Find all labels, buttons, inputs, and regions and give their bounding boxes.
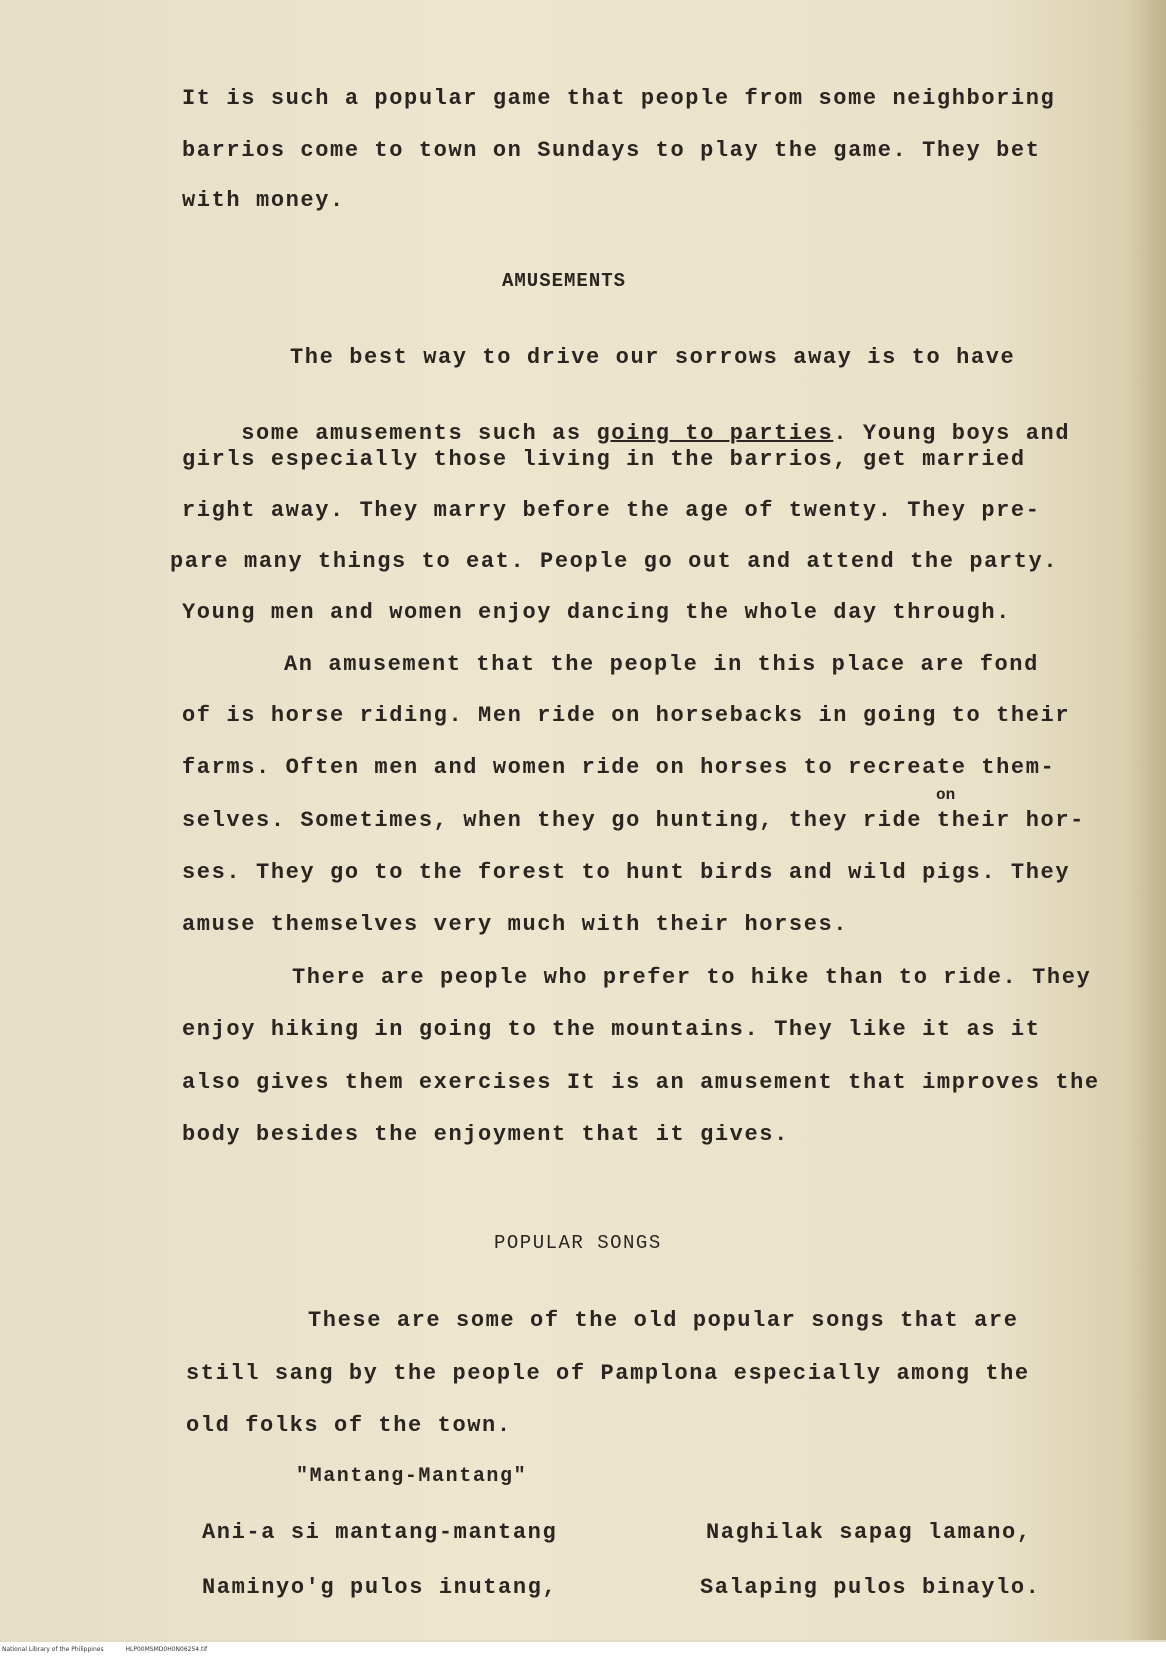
footer-file: HLP00MSMD0H0N06254.tif bbox=[125, 1646, 208, 1653]
verse-left-line-1: Ani-a si mantang-mantang bbox=[202, 1520, 558, 1545]
amusements-p2-line-3: farms. Often men and women ride on horses to recreate them- bbox=[182, 755, 1056, 780]
amusements-p1-line-4: right away. They marry before the age of twenty. They pre- bbox=[182, 498, 1041, 523]
amusements-p1-line-6: Young men and women enjoy dancing the whole day through. bbox=[182, 600, 1011, 625]
amusements-p3-line-1: There are people who prefer to hike than to ride. They bbox=[292, 965, 1092, 990]
handwritten-insert: on bbox=[936, 786, 956, 804]
song-title: "Mantang-Mantang" bbox=[296, 1465, 528, 1488]
amusements-p3-line-3: also gives them exercises It is an amusement that improves the bbox=[182, 1070, 1100, 1095]
amusements-p3-line-2: enjoy hiking in going to the mountains. They like it as it bbox=[182, 1017, 1041, 1042]
page-edge-shadow bbox=[1126, 0, 1166, 1640]
amusements-p1-line-5: pare many things to eat. People go out and attend the party. bbox=[170, 549, 1059, 574]
underlined-phrase: going to parties bbox=[596, 421, 834, 446]
intro-line-3: with money. bbox=[182, 188, 345, 213]
amusements-heading: AMUSEMENTS bbox=[502, 270, 627, 292]
songs-intro-line-2: still sang by the people of Pamplona especially among the bbox=[186, 1361, 1030, 1386]
amusements-p2-line-5: ses. They go to the forest to hunt birds and wild pigs. They bbox=[182, 860, 1071, 885]
intro-line-1: It is such a popular game that people from some neighboring bbox=[182, 86, 1056, 111]
amusements-p1-line-3: girls especially those living in the barrios, get married bbox=[182, 447, 1026, 472]
scan-footer bbox=[0, 1642, 1166, 1658]
verse-right-line-2: Salaping pulos binaylo. bbox=[700, 1575, 1041, 1600]
verse-right-line-1: Naghilak sapag lamano, bbox=[706, 1520, 1032, 1545]
amusements-p3-line-4: body besides the enjoyment that it gives. bbox=[182, 1122, 789, 1147]
songs-intro-line-3: old folks of the town. bbox=[186, 1413, 512, 1438]
amusements-p1-line-1: The best way to drive our sorrows away is to have bbox=[290, 345, 1016, 370]
p1-line2-after: . Young boys and bbox=[833, 421, 1071, 446]
songs-intro-line-1: These are some of the old popular songs that are bbox=[308, 1308, 1019, 1333]
amusements-p2-line-4: selves. Sometimes, when they go hunting, they ride their hor- bbox=[182, 808, 1085, 833]
amusements-p2-line-2: of is horse riding. Men ride on horsebacks in going to their bbox=[182, 703, 1071, 728]
intro-line-2: barrios come to town on Sundays to play the game. They bet bbox=[182, 138, 1041, 163]
footer-source: National Library of the Philippines bbox=[2, 1646, 104, 1653]
p1-line2-before: some amusements such as bbox=[241, 421, 597, 446]
amusements-p2-line-6: amuse themselves very much with their horses. bbox=[182, 912, 849, 937]
popular-songs-heading: POPULAR SONGS bbox=[494, 1232, 662, 1254]
amusements-p2-line-1: An amusement that the people in this place are fond bbox=[284, 652, 1039, 677]
verse-left-line-2: Naminyo'g pulos inutang, bbox=[202, 1575, 558, 1600]
